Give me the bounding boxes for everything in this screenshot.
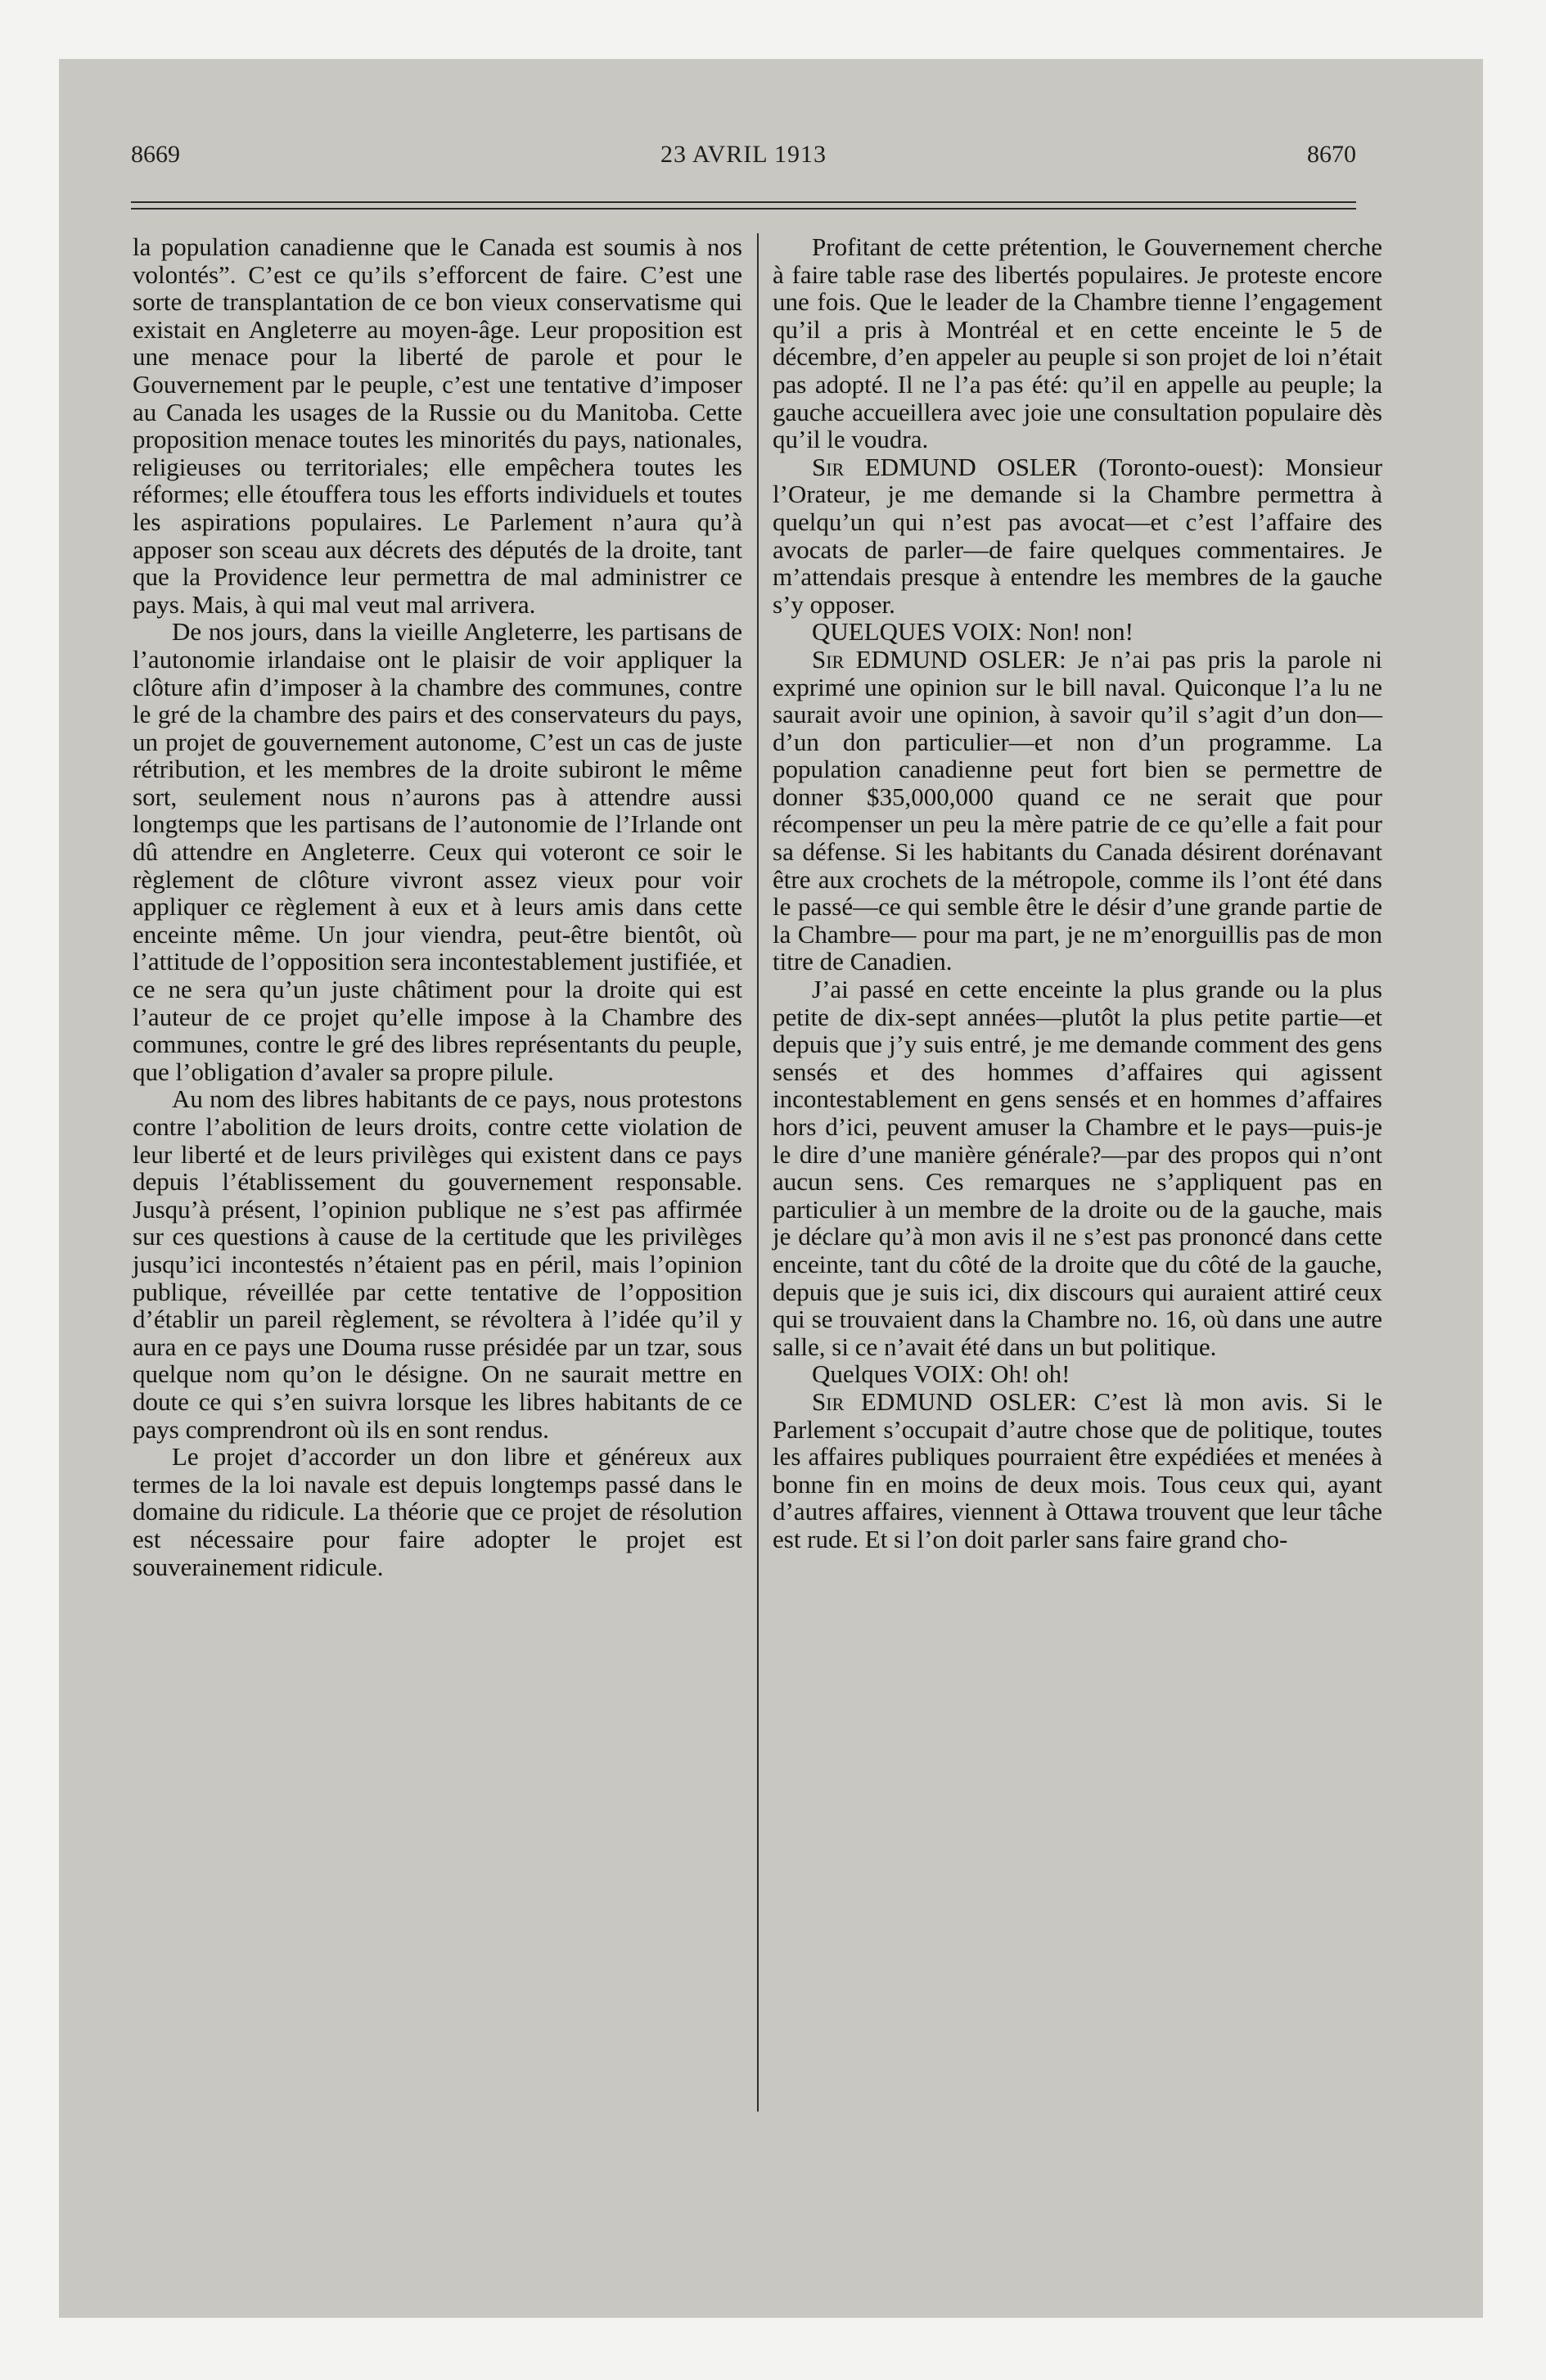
speaker-name: Sir EDMUND OSLER <box>812 452 1078 481</box>
left-column <box>133 233 742 1580</box>
paragraph: la population canadienne que le Canada est soumis à nos volontés”. C’est ce qu’ils s’efforcent de faire. C’est une sorte de transplantation de ce bon vieux conservatisme qui existait en Angleterre au moyen-âge. Leur proposition est une menace pour la liberté de parole et pour le Gouvernement par le peuple, c’est une tentative d’imposer au Canada les usages de la Russie ou du Manitoba. Cette proposition menace toutes les minorités du pays, nationales, religieuses ou territoriales; elle empêchera toutes les réformes; elle étouffera tous les efforts individuels et toutes les aspirations populaires. Le Parlement n’aura qu’à apposer son sceau aux décrets des députés de la droite, tant que la Providence leur permettra de mal administrer ce pays. Mais, à qui mal veut mal arrivera. <box>133 232 742 619</box>
right-column <box>773 233 1382 1553</box>
speech-text: Monsieur l’Orateur, je me demande si la Chambre permettra à quelqu’un qui n’est pas avocat—et c’est l’affaire des avocats de parler—de faire quelques commentaires. Je m’attendais presque à entendre les membres de la gauche s’y opposer. <box>773 452 1383 619</box>
speech-osler-3: Sir EDMUND OSLER: C’est là mon avis. Si le Parlement s’occupait d’autre chose que de politique, toutes les affaires publiques pourraient être expédiées et menées à bonne fin en moins de deux mois. Tous ceux qui, ayant d’autres affaires, viennent à Ottawa trouvent que leur tâche est rude. Et si l’on doit parler sans faire grand cho- <box>773 1386 1382 1553</box>
header-rule-top <box>131 201 1356 203</box>
header-date: 23 AVRIL 1913 <box>660 141 827 168</box>
speech-voices-1: QUELQUES VOIX: Non! non! <box>812 617 1134 647</box>
page-number-left: 8669 <box>131 141 180 168</box>
paragraph: J’ai passé en cette enceinte la plus grande ou la plus petite de dix-sept années—plutôt la plus petite partie—et depuis que j’y suis entré, je me demande comment des gens sensés et des hommes d’affaires qui agissent incontestablement en gens sensés et en hommes d’affaires hors d’ici, peuvent amuser la Chambre et le pays—puis-je le dire d’une manière générale?—par des propos qui n’ont aucun sens. Ces remarques ne s’appliquent pas en particulier à un membre de la droite ou de la gauche, mais je déclare qu’à mon avis il ne s’est pas prononcé dans cette enceinte, tant du côté de la droite que du côté de la gauche, depuis que je suis ici, dix discours qui auraient attiré ceux qui se trouvaient dans la Chambre no. 16, où dans une autre salle, si ce n’avait été dans un but politique. <box>773 975 1382 1361</box>
speech-text: C’est là mon avis. Si le Parlement s’occupait d’autre chose que de politique, toutes les affaires publiques pourraient être expédiées et menées à bonne fin en moins de deux mois. Tous ceux qui, ayant d’autres affaires, viennent à Ottawa trouvent que leur tâche est rude. Et si l’on doit parler sans faire grand cho- <box>773 1386 1382 1553</box>
page-number-right: 8670 <box>1307 141 1356 168</box>
speech-text: Je n’ai pas pris la parole ni exprimé une opinion sur le bill naval. Quiconque l’a lu ne saurait avoir une opinion, à savoir qu’il s’agit d’un don—d’un don particulier—et non d’un programme. La population canadienne peut fort bien se permettre de donner $35,000,000 quand ce ne serait que pour récompenser un peu la mère patrie de ce qu’elle a fait pour sa défense. Si les habitants du Canada désirent dorénavant être aux crochets de la métropole, comme ils l’ont été dans le passé—ce qui semble être le désir d’une grande partie de la Chambre— pour ma part, je ne m’enorguillis pas de mon titre de Canadien. <box>773 644 1383 976</box>
speech-text: Oh! oh! <box>990 1359 1070 1389</box>
speaker-name: Sir EDMUND OSLER <box>812 644 1060 674</box>
paragraph: Au nom des libres habitants de ce pays, nous protestons contre l’abolition de leurs droits, contre cette violation de leur liberté et de leurs privilèges qui existent dans ce pays depuis l’établissement du gouvernement responsable. Jusqu’à présent, l’opinion publique ne s’est pas affirmée sur ces questions à cause de la certitude que les privilèges jusqu’ici incontestés n’étaient pas en péril, mais l’opinion publique, réveillée par cette tentative de l’opposition d’établir un pareil règlement, se révoltera à l’idée qu’il y aura en ce pays une Douma russe présidée par un tzar, sous quelque nom qu’on le désigne. On ne saurait mettre en doute ce qui s’en suivra lorsque les libres habitants de ce pays comprendront où ils en sont rendus. <box>133 1084 742 1444</box>
paragraph: Profitant de cette prétention, le Gouvernement cherche à faire table rase des libertés populaires. Je proteste encore une fois. Que le leader de la Chambre tienne l’engagement qu’il a pris à Montréal et en cette enceinte le 5 de décembre, d’en appeler au peuple si son projet de loi n’était pas adopté. Il ne l’a pas été: qu’il en appelle au peuple; la gauche accueillera avec joie une consultation populaire dès qu’il le voudra. <box>773 232 1382 454</box>
paragraph: De nos jours, dans la vieille Angleterre, les partisans de l’autonomie irlandaise ont le plaisir de voir appliquer la clôture afin d’imposer à la chambre des communes, contre le gré de la chambre des pairs et des conservateurs du pays, un projet de gouvernement autonome, C’est un cas de juste rétribution, et les membres de la droite subiront le même sort, seulement nous n’aurons pas à attendre aussi longtemps que les partisans de l’autonomie de l’Irlande ont dû attendre en Angleterre. Ceux qui voteront ce soir le règlement de clôture vivront assez vieux pour voir appliquer ce règlement à eux et à leurs amis dans cette enceinte même. Un jour viendra, peut-être bientôt, où l’attitude de l’opposition sera incontestablement justifiée, et ce ne sera qu’un juste châtiment pour la droite qui est l’auteur de ce projet qu’elle impose à la Chambre des communes, contre le gré des libres représentants du peuple, que l’obligation d’avaler sa propre pilule. <box>133 617 742 1086</box>
speaker-name: QUELQUES VOIX <box>812 617 1016 647</box>
speaker-name: Quelques VOIX <box>812 1359 977 1389</box>
paragraph: Le projet d’accorder un don libre et généreux aux termes de la loi navale est depuis longtemps passé dans le domaine du ridicule. La théorie que ce projet de résolution est nécessaire pour faire adopter le projet est souverainement ridicule. <box>133 1442 742 1581</box>
speaker-name: Sir EDMUND OSLER <box>812 1386 1070 1416</box>
speech-osler-1 <box>773 453 1382 619</box>
speech-text: Non! non! <box>1028 617 1134 647</box>
header-rule-bottom <box>131 208 1356 210</box>
speaker-riding: (Toronto-ouest): <box>1098 452 1264 481</box>
speech-voices-2: Quelques VOIX: Oh! oh! <box>812 1359 1070 1389</box>
speech-osler-2: Sir EDMUND OSLER: Je n’ai pas pris la parole ni exprimé une opinion sur le bill naval. Quiconque l’a lu ne saurait avoir une opinion, à savoir qu’il s’agit d’un don—d’un don particulier—et non d’un programme. La population canadienne peut fort bien se permettre de donner $35,000,000 quand ce ne serait que pour récompenser un peu la mère patrie de ce qu’elle a fait pour sa défense. Si les habitants du Canada désirent dorénavant être aux crochets de la métropole, comme ils l’ont été dans le passé—ce qui semble être le désir d’une grande partie de la Chambre— pour ma part, je ne m’enorguillis pas de mon titre de Canadien. <box>773 644 1383 976</box>
column-divider <box>757 233 759 2112</box>
page-header <box>131 141 1356 174</box>
